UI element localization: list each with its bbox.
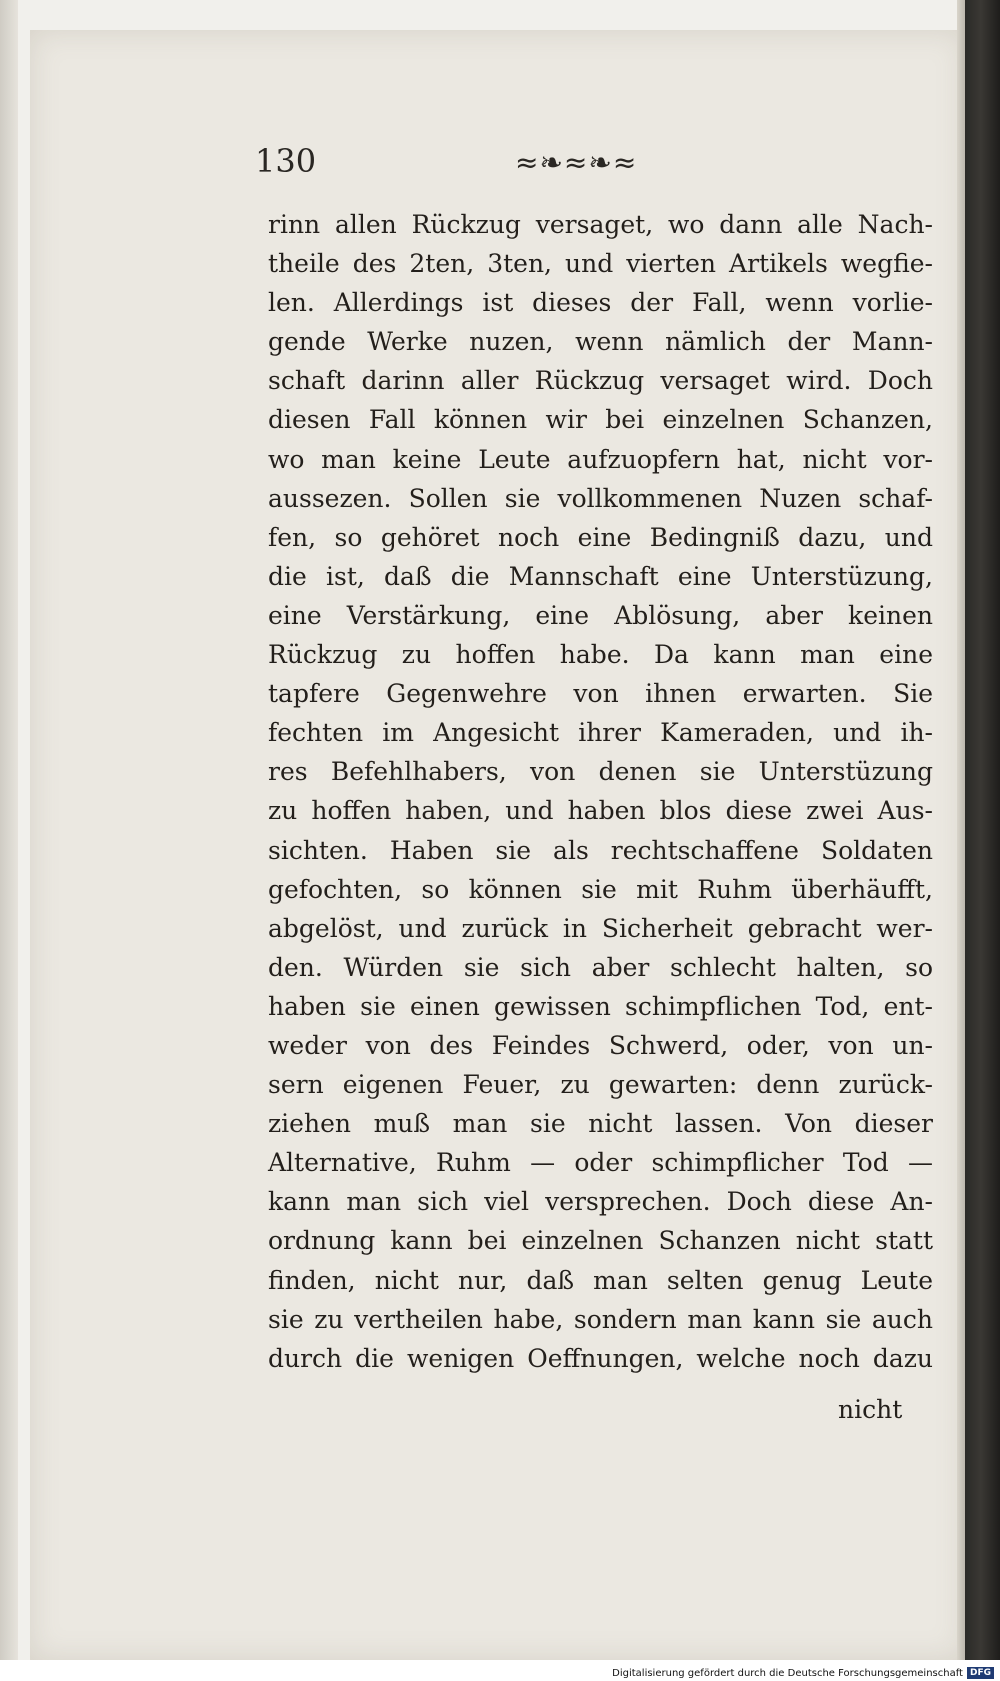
page-edge-strip — [957, 0, 965, 1681]
text-line: weder von des Feindes Schwerd, oder, von un- — [268, 1030, 933, 1060]
text-line: fechten im Angesicht ihrer Kameraden, und ih- — [268, 718, 933, 748]
text-line: sichten. Haben sie als rechtschaffene Soldaten — [268, 835, 933, 865]
text-line: ziehen muß man sie nicht lassen. Von dieser — [268, 1109, 933, 1139]
text-line: wo man keine Leute aufzuopfern hat, nicht vor- — [268, 444, 933, 474]
body-text — [268, 205, 933, 1378]
header-ornament: ≈❧≈❧≈ — [515, 146, 638, 179]
text-line: len. Allerdings ist dieses der Fall, wenn vorlie- — [268, 288, 933, 318]
text-line: schaft darinn aller Rückzug versaget wird. Doch — [268, 366, 933, 396]
text-line: Rückzug zu hoffen habe. Da kann man eine — [268, 640, 933, 670]
text-line: durch die wenigen Oeffnungen, welche noch dazu — [268, 1343, 933, 1373]
text-line: tapfere Gegenwehre von ihnen erwarten. Sie — [268, 679, 933, 709]
text-line: theile des 2ten, 3ten, und vierten Artikels wegfie- — [268, 249, 933, 279]
dfg-logo: DFG — [967, 1667, 994, 1679]
page-number: 130 — [255, 142, 317, 180]
text-line: sie zu vertheilen habe, sondern man kann sie auch — [268, 1304, 933, 1334]
text-line: eine Verstärkung, eine Ablösung, aber keinen — [268, 600, 933, 630]
text-line: Alternative, Ruhm — oder schimpflicher Tod — — [268, 1148, 933, 1178]
text-line: ordnung kann bei einzelnen Schanzen nicht statt — [268, 1226, 933, 1256]
text-line: haben sie einen gewissen schimpflichen Tod, ent- — [268, 991, 933, 1021]
text-line: abgelöst, und zurück in Sicherheit gebracht wer- — [268, 913, 933, 943]
text-line: finden, nicht nur, daß man selten genug Leute — [268, 1265, 933, 1295]
catchword: nicht — [838, 1395, 903, 1424]
binding-edge — [965, 0, 1000, 1681]
scan-left-edge — [0, 0, 18, 1681]
text-line: fen, so gehöret noch eine Bedingniß dazu, und — [268, 522, 933, 552]
text-line: gefochten, so können sie mit Ruhm überhäufft, — [268, 874, 933, 904]
text-line: rinn allen Rückzug versaget, wo dann alle Nach- — [268, 210, 933, 239]
footer-credit — [612, 1667, 994, 1679]
text-line: gende Werke nuzen, wenn nämlich der Mann- — [268, 327, 933, 357]
text-line: den. Würden sie sich aber schlecht halten, so — [268, 952, 933, 982]
text-line: aussezen. Sollen sie vollkommenen Nuzen schaf- — [268, 483, 933, 513]
text-line: zu hoffen haben, und haben blos diese zwei Aus- — [268, 796, 933, 826]
footer-credit-text: Digitalisierung gefördert durch die Deutsche Forschungsgemeinschaft — [612, 1667, 963, 1679]
text-line: die ist, daß die Mannschaft eine Unterstüzung, — [268, 561, 933, 591]
text-line: diesen Fall können wir bei einzelnen Schanzen, — [268, 405, 933, 435]
text-line: kann man sich viel versprechen. Doch diese An- — [268, 1187, 933, 1217]
text-line: res Befehlhabers, von denen sie Unterstüzung — [268, 757, 933, 787]
page-header — [255, 142, 905, 192]
text-line: sern eigenen Feuer, zu gewarten: denn zurück- — [268, 1070, 933, 1100]
